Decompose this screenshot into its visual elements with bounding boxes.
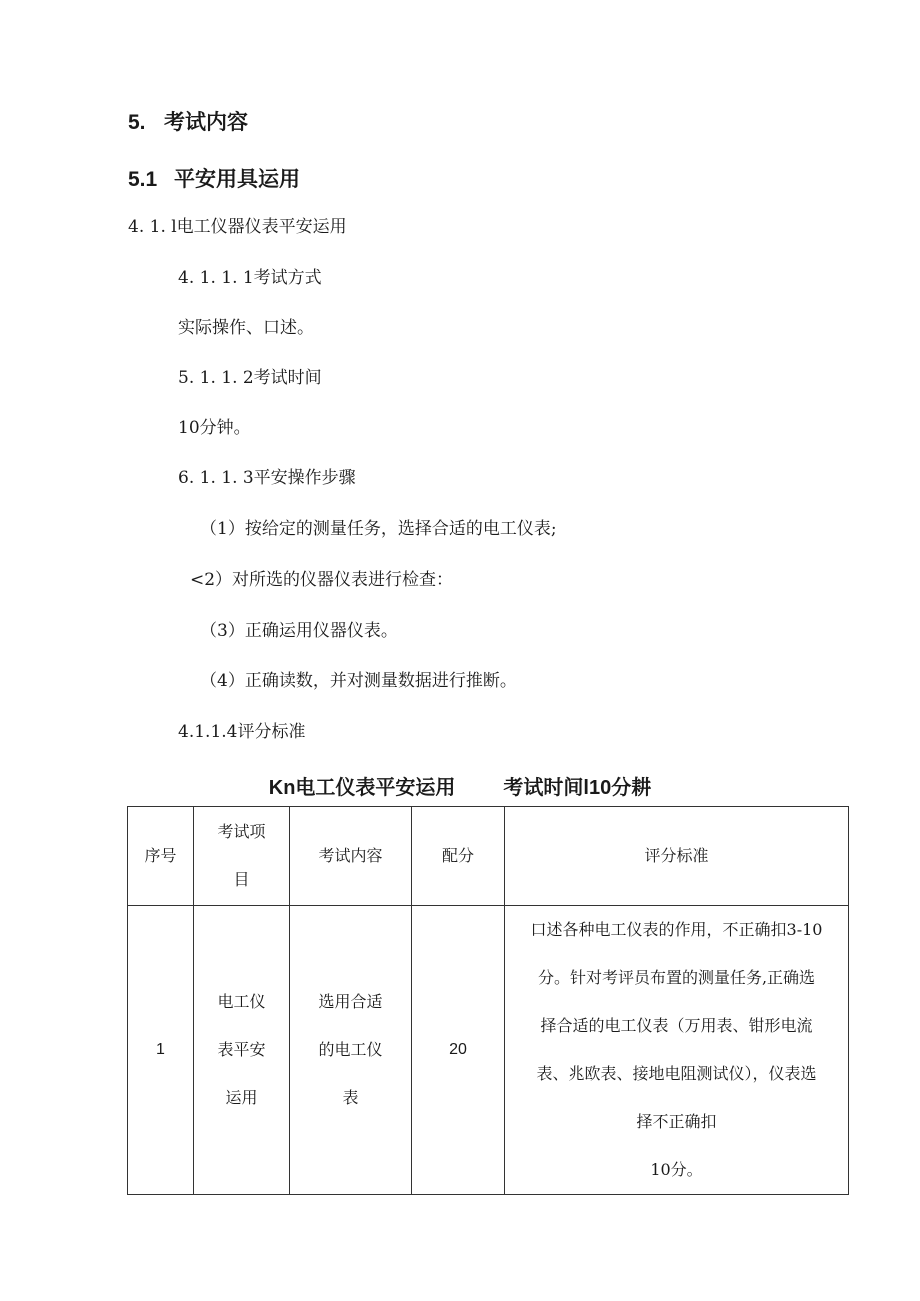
criteria-line: 10分。	[650, 1160, 703, 1179]
item-heading: 4. 1. l电工仪器仪表平安运用	[128, 217, 347, 237]
subsection-heading	[128, 169, 300, 190]
criteria-line: 口述各种电工仪表的作用，不正确扣3-10	[530, 920, 823, 939]
step-item: <2）对所选的仪器仪表进行检查：	[190, 570, 454, 590]
table-title-left: Kn电工仪表平安运用	[268, 777, 456, 799]
cell-item-line: 表平安	[217, 1040, 266, 1059]
cell-content-line: 表	[342, 1088, 359, 1107]
step-item: （3）正确运用仪器仪表。	[200, 621, 398, 641]
criteria-line: 表、兆欧表、接地电阻测试仪），仪表选	[536, 1064, 817, 1083]
section-number: 5.	[128, 111, 146, 134]
criteria-line: 择合适的电工仪表（万用表、钳形电流	[540, 1016, 813, 1035]
section-heading	[128, 112, 248, 133]
cell-item	[194, 906, 290, 1195]
cell-item-line: 运用	[225, 1088, 258, 1107]
criteria-line: 分。针对考评员布置的测量任务,正确选	[537, 968, 816, 987]
time-text: 10分钟。	[178, 418, 251, 438]
step-item: （1）按给定的测量任务，选择合适的电工仪表;	[200, 519, 557, 539]
header-score: 配分	[412, 807, 505, 906]
table-partial-bottom-border	[127, 1194, 290, 1195]
method-heading: 4. 1. 1. 1考试方式	[178, 268, 322, 288]
cell-criteria	[505, 906, 849, 1195]
table-title	[0, 778, 920, 798]
cell-content	[290, 906, 412, 1195]
table-title-right: 考试时间l10分耕	[503, 777, 652, 799]
header-item-line: 目	[233, 870, 250, 889]
time-heading: 5. 1. 1. 2考试时间	[178, 368, 322, 388]
table-row	[128, 906, 849, 1195]
table-header-row	[128, 807, 849, 906]
criteria-heading: 4.1.1.4评分标准	[178, 722, 306, 742]
header-item-line: 考试项	[217, 822, 266, 841]
step-item: （4）正确读数，并对测量数据进行推断。	[200, 671, 517, 691]
header-content: 考试内容	[290, 807, 412, 906]
cell-content-line: 的电工仪	[318, 1040, 383, 1059]
criteria-line: 择不正确扣	[636, 1112, 717, 1131]
subsection-title: 平安用具运用	[174, 168, 300, 191]
subsection-number: 5.1	[128, 168, 158, 191]
section-title: 考试内容	[164, 111, 248, 134]
steps-heading: 6. 1. 1. 3平安操作步骤	[178, 468, 356, 488]
cell-content-line: 选用合适	[318, 992, 383, 1011]
cell-score: 20	[412, 906, 505, 1195]
scoring-table	[127, 806, 849, 1195]
header-index: 序号	[128, 807, 194, 906]
header-item	[194, 807, 290, 906]
header-criteria: 评分标准	[505, 807, 849, 906]
method-text: 实际操作、口述。	[178, 318, 314, 338]
cell-index: 1	[128, 906, 194, 1195]
cell-item-line: 电工仪	[217, 992, 266, 1011]
